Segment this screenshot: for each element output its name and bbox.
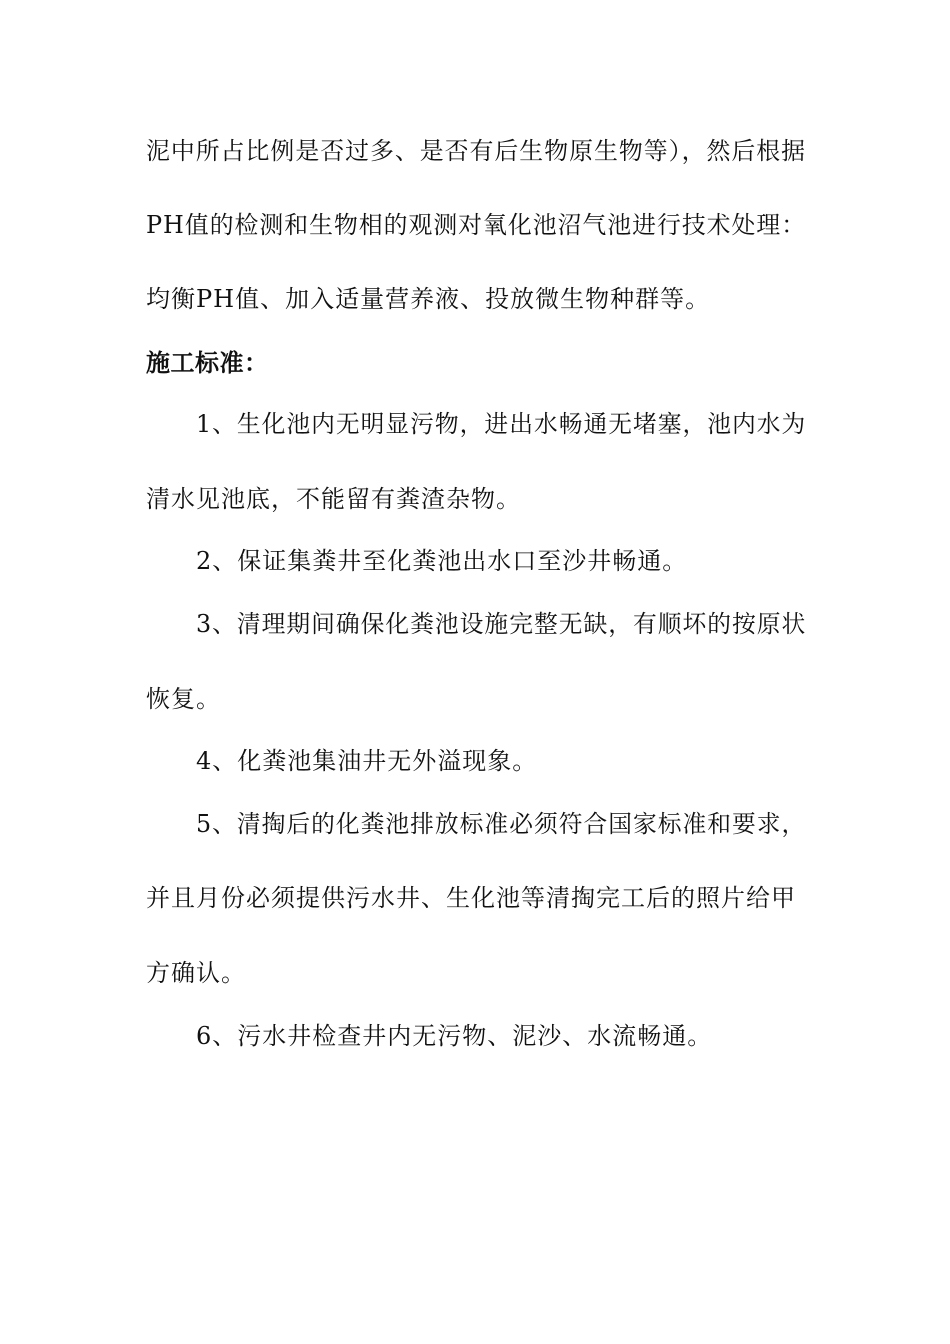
list-item-5-line-1: 5、清掏后的化粪池排放标准必须符合国家标准和要求，	[196, 810, 807, 838]
list-item-2: 2、保证集粪井至化粪池出水口至沙井畅通。	[196, 547, 688, 575]
list-item-5-line-3: 方确认。	[146, 959, 246, 987]
list-item-1-line-1: 1、生化池内无明显污物，进出水畅通无堵塞，池内水为	[196, 410, 807, 438]
text-line-1: 泥中所占比例是否过多、是否有后生物原生物等），然后根据	[146, 137, 806, 165]
list-item-6: 6、污水井检查井内无污物、泥沙、水流畅通。	[196, 1022, 713, 1050]
list-item-4: 4、化粪池集油井无外溢现象。	[196, 747, 538, 775]
list-item-3-line-2: 恢复。	[146, 685, 221, 713]
list-item-1-line-2: 清水见池底，不能留有粪渣杂物。	[146, 485, 521, 513]
text-line-3: 均衡PH值、加入适量营养液、投放微生物种群等。	[146, 285, 711, 313]
list-item-5-line-2: 并且月份必须提供污水井、生化池等清掏完工后的照片给甲	[146, 884, 796, 912]
list-item-3-line-1: 3、清理期间确保化粪池设施完整无缺，有顺坏的按原状	[196, 610, 807, 638]
section-heading: 施工标准：	[146, 349, 269, 377]
text-line-2: PH值的检测和生物相的观测对氧化池沼气池进行技术处理：	[146, 211, 807, 239]
